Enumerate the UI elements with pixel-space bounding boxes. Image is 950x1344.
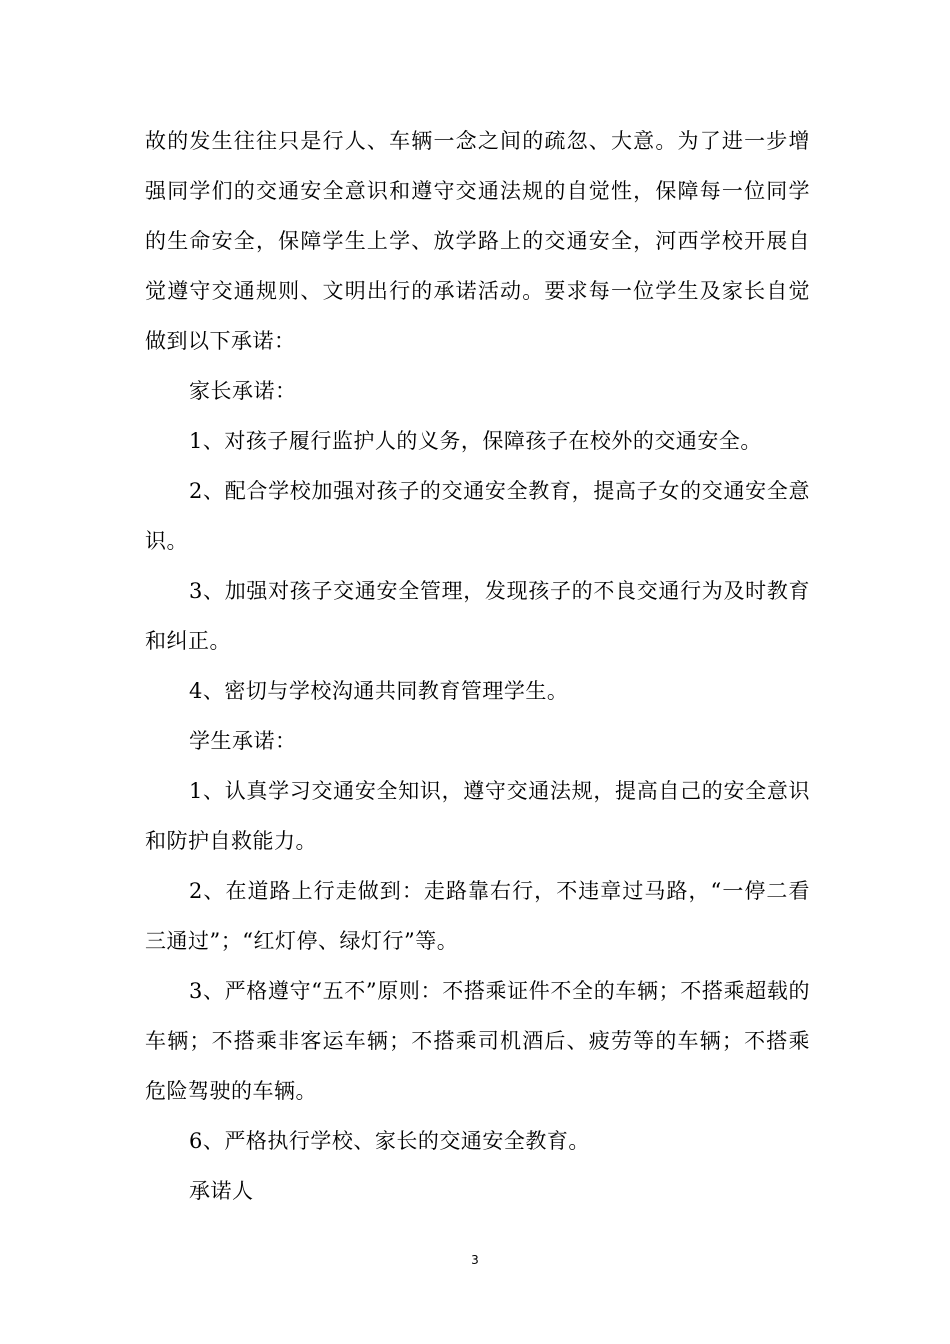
student-pledge-item-1: 1、认真学习交通安全知识，遵守交通法规，提高自己的安全意识和防护自救能力。 <box>145 779 810 853</box>
student-pledge-item-2: 2、在道路上行走做到：走路靠右行，不违章过马路，“一停二看三通过”；“红灯停、绿灯行”等。 <box>145 879 810 953</box>
document-body <box>145 116 810 1216</box>
parent-pledge-item-4: 4、密切与学校沟通共同教育管理学生。 <box>189 679 569 703</box>
student-pledge-item-3: 3、严格遵守“五不”原则：不搭乘证件不全的车辆；不搭乘超载的车辆；不搭乘非客运车辆；不搭乘司机酒后、疲劳等的车辆；不搭乘危险驾驶的车辆。 <box>145 979 810 1103</box>
paragraph-intro-continued: 故的发生往往只是行人、车辆一念之间的疏忽、大意。为了进一步增强同学们的交通安全意识和遵守交通法规的自觉性，保障每一位同学的生命安全，保障学生上学、放学路上的交通安全，河西学校开展自觉遵守交通规则、文明出行的承诺活动。要求每一位学生及家长自觉做到以下承诺： <box>145 129 810 353</box>
parent-pledge-item-3: 3、加强对孩子交通安全管理，发现孩子的不良交通行为及时教育和纠正。 <box>145 579 810 653</box>
parent-pledge-item-1: 1、对孩子履行监护人的义务，保障孩子在校外的交通安全。 <box>189 429 762 453</box>
parent-pledge-item-2: 2、配合学校加强对孩子的交通安全教育，提高子女的交通安全意识。 <box>145 479 810 553</box>
signatory-label: 承诺人 <box>189 1179 254 1203</box>
page-number: 3 <box>471 1253 479 1267</box>
student-pledge-item-6: 6、严格执行学校、家长的交通安全教育。 <box>189 1129 590 1153</box>
heading-student-pledge: 学生承诺： <box>189 729 297 753</box>
heading-parent-pledge: 家长承诺： <box>189 379 297 403</box>
